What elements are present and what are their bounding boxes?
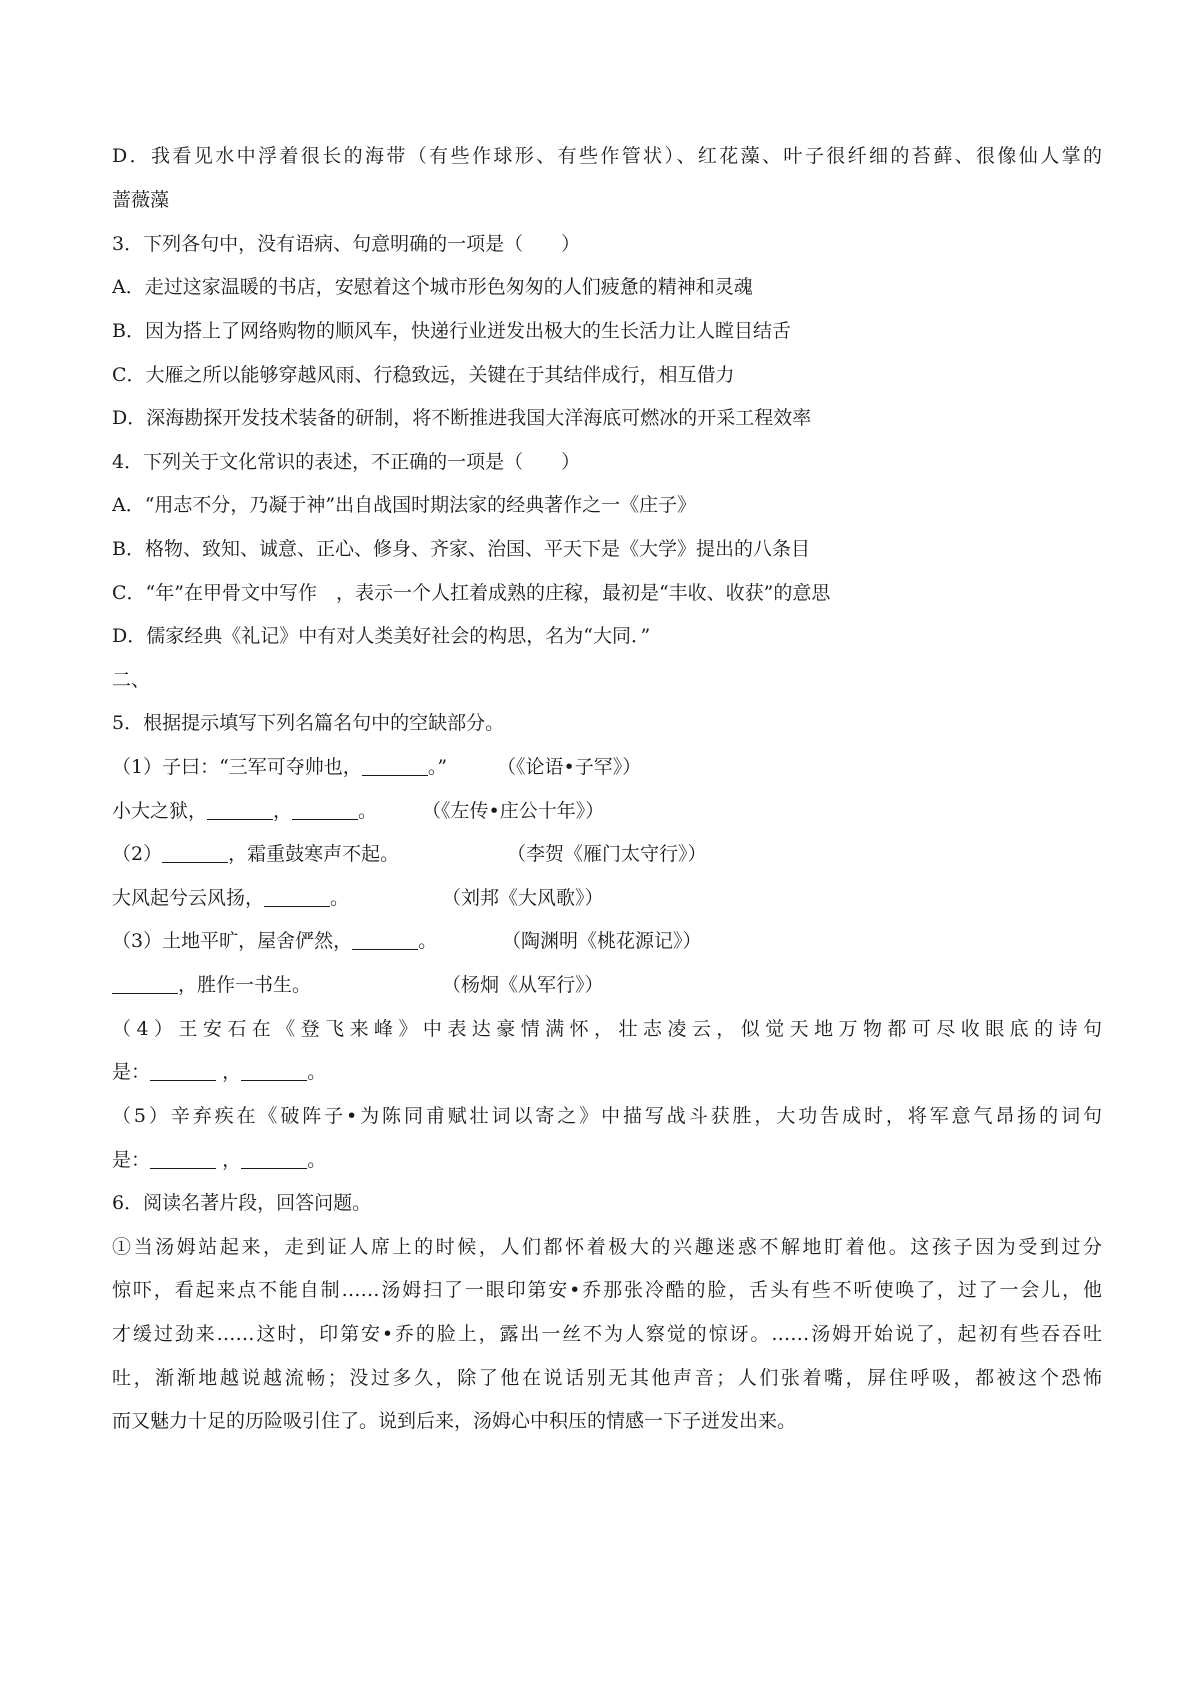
answer-blank[interactable] <box>207 799 273 820</box>
q5-3a-end: 。 <box>418 930 438 952</box>
q5-4-end: 。 <box>307 1061 327 1083</box>
q6-passage-line3: 才缓过劲来……这时，印第安•乔的脸上，露出一丝不为人察觉的惊讶。……汤姆开始说了，起初有些吞吞吐 <box>112 1323 1102 1345</box>
q6-passage-line4: 吐，渐渐地越说越流畅；没过多久，除了他在说话别无其他声音；人们张着嘴，屏住呼吸，都被这个恐怖 <box>112 1367 1102 1389</box>
answer-blank[interactable] <box>241 1148 307 1169</box>
q5-4-lead: 是： <box>112 1061 151 1083</box>
question-5-stem: 5．根据提示填写下列名篇名句中的空缺部分。 <box>112 712 505 734</box>
q5-item-4-line2 <box>112 1059 1102 1085</box>
q6-passage-line2: 惊吓，看起来点不能自制……汤姆扫了一眼印第安•乔那张冷酷的脸，舌头有些不听使唤了，过了一会儿，他 <box>112 1279 1102 1301</box>
q5-2a-num: （2） <box>112 843 163 865</box>
answer-blank[interactable] <box>292 799 358 820</box>
q3-option-b: B．因为搭上了网络购物的顺风车，快递行业迸发出极大的生长活力让人瞠目结舌 <box>112 320 791 342</box>
q4-option-c: C．“年”在甲骨文中写作 ，表示一个人扛着成熟的庄稼，最初是“丰收、收获”的意思 <box>112 582 831 604</box>
q5-1b-sep: ， <box>273 800 293 822</box>
q5-item-1-line2 <box>112 798 1102 824</box>
q4-option-d: D．儒家经典《礼记》中有对人类美好社会的构思，名为“大同．” <box>112 625 651 647</box>
q6-passage-line1: ①当汤姆站起来，走到证人席上的时候，人们都怀着极大的兴趣迷惑不解地盯着他。这孩子因为受到过分 <box>112 1236 1102 1258</box>
q5-2b-end: 。 <box>330 887 350 909</box>
q5-1b-text: 小大之狱， <box>112 800 208 822</box>
q5-5-lead: 是： <box>112 1149 151 1171</box>
q5-3b-source: （杨炯《从军行》） <box>442 974 604 996</box>
question-4-stem: 4．下列关于文化常识的表述，不正确的一项是（ ） <box>112 451 581 473</box>
q5-4-sep: ， <box>222 1061 242 1083</box>
q5-1b-end: 。 <box>358 800 378 822</box>
answer-blank[interactable] <box>150 1148 216 1169</box>
q2-option-d-line2: 蔷薇藻 <box>112 189 170 211</box>
q5-item-1-line1 <box>112 754 1102 780</box>
q3-option-a: A．走过这家温暖的书店，安慰着这个城市形色匆匆的人们疲惫的精神和灵魂 <box>112 276 753 298</box>
q5-item-2-line2 <box>112 885 1102 911</box>
q5-3b-text: ，胜作一书生。 <box>178 974 312 996</box>
q5-item-3-line2 <box>112 972 1102 998</box>
q5-2b-source: （刘邦《大风歌》） <box>442 887 604 909</box>
q5-2a-source: （李贺《雁门太守行》） <box>507 843 707 865</box>
q3-option-c: C．大雁之所以能够穿越风雨、行稳致远，关键在于其结伴成行，相互借力 <box>112 364 735 386</box>
q5-1a-end: 。” <box>427 756 448 778</box>
q5-item-5-line1: （5）辛弃疾在《破阵子•为陈同甫赋壮词以寄之》中描写战斗获胜，大功告成时，将军意气昂扬的词句 <box>112 1105 1102 1127</box>
question-6-stem: 6．阅读名著片段，回答问题。 <box>112 1192 372 1214</box>
q5-1a-text: （1）子曰：“三军可夺帅也， <box>112 756 362 778</box>
q5-1a-source: （《论语•子罕》） <box>497 756 642 778</box>
answer-blank[interactable] <box>352 929 418 950</box>
answer-blank[interactable] <box>112 973 178 994</box>
q4-option-a: A．“用志不分，乃凝于神”出自战国时期法家的经典著作之一《庄子》 <box>112 494 697 516</box>
answer-blank[interactable] <box>362 755 428 776</box>
answer-blank[interactable] <box>162 842 228 863</box>
q5-item-5-line2 <box>112 1147 1102 1173</box>
q4-option-b: B．格物、致知、诚意、正心、修身、齐家、治国、平天下是《大学》提出的八条目 <box>112 538 810 560</box>
q2-option-d-line1: D．我看见水中浮着很长的海带（有些作球形、有些作管状）、红花藻、叶子很纤细的苔藓、很像仙人掌的 <box>112 145 1102 167</box>
answer-blank[interactable] <box>241 1060 307 1081</box>
q5-3a-text: （3）土地平旷，屋舍俨然， <box>112 930 353 952</box>
q5-1b-source: （《左传•庄公十年》） <box>422 800 605 822</box>
q5-2a-text: ，霜重鼓寒声不起。 <box>228 843 400 865</box>
q5-5-end: 。 <box>307 1149 327 1171</box>
q5-item-4-line1: （4）王安石在《登飞来峰》中表达豪情满怀，壮志凌云，似觉天地万物都可尽收眼底的诗句 <box>112 1018 1102 1040</box>
q5-item-2-line1 <box>112 841 1102 867</box>
q3-option-d: D．深海勘探开发技术装备的研制，将不断推进我国大洋海底可燃冰的开采工程效率 <box>112 407 812 429</box>
section-two-heading: 二、 <box>112 669 151 691</box>
q5-5-sep: ， <box>222 1149 242 1171</box>
q5-item-3-line1 <box>112 928 1102 954</box>
q5-2b-text: 大风起兮云风扬， <box>112 887 265 909</box>
answer-blank[interactable] <box>150 1060 216 1081</box>
question-3-stem: 3．下列各句中，没有语病、句意明确的一项是（ ） <box>112 233 581 255</box>
answer-blank[interactable] <box>264 886 330 907</box>
q5-3a-source: （陶渊明《桃花源记》） <box>502 930 702 952</box>
q6-passage-line5: 而又魅力十足的历险吸引住了。说到后来，汤姆心中积压的情感一下子迸发出来。 <box>112 1410 797 1432</box>
